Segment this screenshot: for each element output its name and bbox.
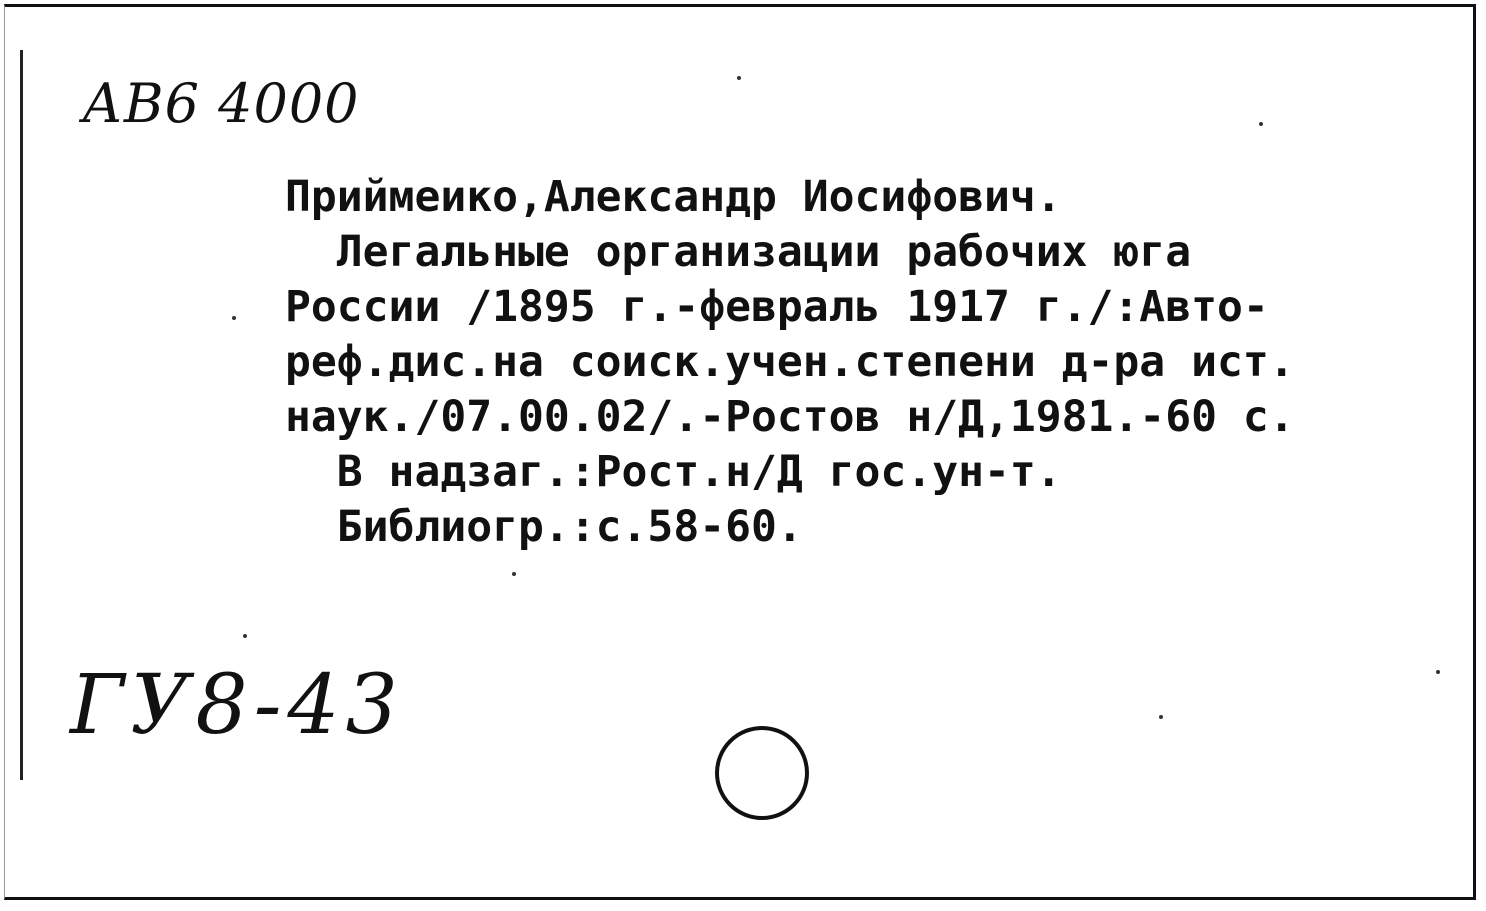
title-line-4: наук./07.00.02/.-Ростов н/Д,1981.-60 с. — [285, 392, 1295, 442]
call-number: АВ6 4000 — [82, 72, 360, 135]
bibliographic-record — [285, 170, 1465, 555]
title-line-1: Легальные организации рабочих юга — [285, 227, 1192, 277]
title-line-3: реф.дис.на соиск.учен.степени д-ра ист. — [285, 337, 1295, 387]
author-line: Приймеико,Александр Иосифович. — [285, 172, 1062, 222]
dust-speck — [243, 634, 247, 638]
dust-speck — [232, 316, 236, 320]
note-line-2: Библиогр.:с.58-60. — [285, 502, 803, 552]
dust-speck — [1159, 715, 1163, 719]
shelf-mark: ГУ8-43 — [70, 658, 404, 753]
punch-hole-circle — [715, 726, 809, 820]
dust-speck — [737, 76, 741, 80]
title-line-2: России /1895 г.-февраль 1917 г./:Авто- — [285, 282, 1269, 332]
dust-speck — [1436, 670, 1440, 674]
left-edge-rule — [20, 50, 23, 780]
dust-speck — [1259, 122, 1263, 126]
dust-speck — [512, 572, 516, 576]
note-line-1: В надзаг.:Рост.н/Д гос.ун-т. — [285, 447, 1062, 497]
